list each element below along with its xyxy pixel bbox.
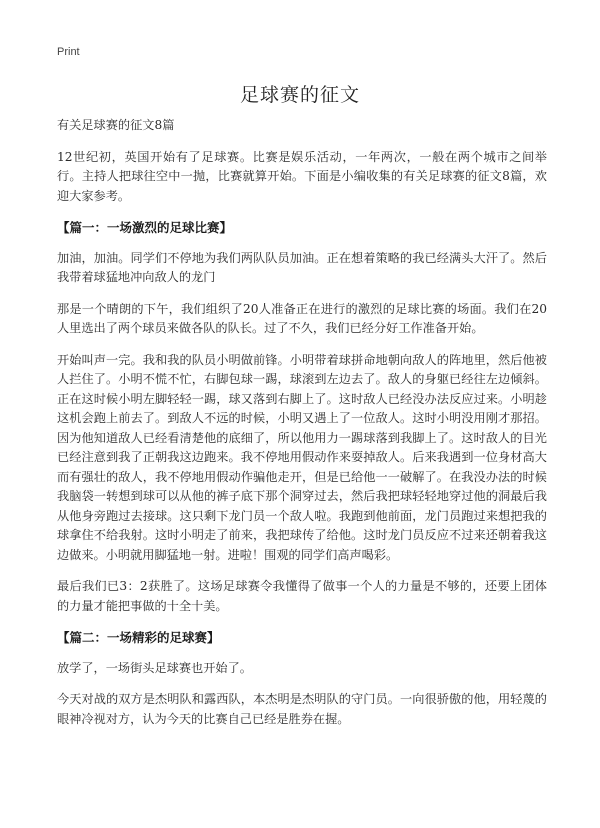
section1-paragraph-3: 开始叫声一完。我和我的队员小明做前锋。小明带着球拼命地朝向敌人的阵地里，然后他被人拦住了。小明不慌不忙，右脚包球一踢，球滚到左边去了。敌人的身躯已经往左边倾斜。正在这时候小明左脚轻轻一踢，球又落到右脚上了。这时敌人已经没办法反应过来。小明趁这机会跑上前去了。到敌人不远的时候，小明又遇上了一位敌人。这时小明没用刚才那招。因为他知道敌人已经看清楚他的底细了，所以他用力一踢球落到我脚上了。这时敌人的目光已经注意到我了正朝我这边跑来。我不停地用假动作来耍掉敌人。后来我遇到一位身材高大而有强壮的敌人，我不停地用假动作骗他走开，但是已给他一一破解了。在我没办法的时候我脑袋一转想到球可以从他的裤子底下那个洞穿过去，然后我把球轻轻地穿过他的洞最后我从他身旁跑过去接球。这只剩下龙门员一个敌人啦。我跑到他前面，龙门员跑过来想把我的球拿住不给我射。这时小明走了前来，我把球传了给他。这时龙门员反应不过来还朝着我这边做来。小明就用脚猛地一射。进啦！围观的同学们高声喝彩。 [57, 352, 547, 562]
section1-paragraph-2: 那是一个晴朗的下午，我们组织了20人准备正在进行的激烈的足球比赛的场面。我们在20人里选出了两个球员来做各队的队长。过了不久，我们已经分好工作准备开始。 [57, 301, 547, 335]
section1-paragraph-4: 最后我们已3：2获胜了。这场足球赛令我懂得了做事一个人的力量是不够的，还要上团体的力量才能把事做的十全十美。 [57, 579, 547, 613]
section2-paragraph-1: 放学了，一场街头足球赛也开始了。 [57, 660, 252, 675]
section-heading-1: 【篇一：一场激烈的足球比赛】 [57, 220, 233, 235]
section1-paragraph-1: 加油，加油。同学们不停地为我们两队队员加油。正在想着策略的我已经满头大汗了。然后我带着球猛地冲向敌人的龙门 [57, 250, 547, 284]
intro-paragraph: 12世纪初，英国开始有了足球赛。比赛是娱乐活动，一年两次，一般在两个城市之间举行。主持人把球往空中一抛，比赛就算开始。下面是小编收集的有关足球赛的征文8篇，欢迎大家参考。 [57, 149, 547, 203]
article-subtitle: 有关足球赛的征文8篇 [57, 118, 175, 132]
section2-paragraph-2: 今天对战的双方是杰明队和露西队，本杰明是杰明队的守门员。一向很骄傲的他，用轻蔑的眼神冷视对方，认为今天的比赛自己已经是胜券在握。 [57, 692, 547, 726]
section-heading-2: 【篇二：一场精彩的足球赛】 [57, 630, 220, 645]
page-title: 足球赛的征文 [239, 84, 360, 106]
article-body [57, 116, 547, 741]
print-link[interactable]: Print [57, 46, 80, 58]
